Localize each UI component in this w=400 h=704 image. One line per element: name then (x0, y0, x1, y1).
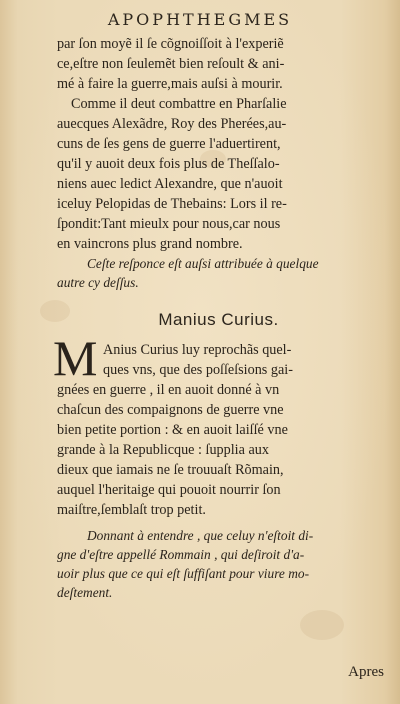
note-line: uoir plus que ce qui eſt ſuffiſant pour viure mo- (57, 566, 310, 581)
text-line: ſpondit:Tant mieulx pour nous,car nous (57, 216, 281, 232)
note-1 (57, 254, 380, 292)
text-line: gnées en guerre , il en auoit donné à vn (57, 382, 280, 398)
running-head: APOPHTHEGMES (107, 10, 293, 29)
note-line: gne d'eſtre appellé Rommain , qui deſiroit d'a- (57, 547, 305, 562)
text-line: iceluy Pelopidas de Thebains: Lors il re- (57, 196, 287, 212)
note-line: deſtement. (57, 585, 113, 600)
text-line: mé à faire la guerre,mais auſsi à mourir. (57, 76, 283, 92)
text-line: cuns de ſes gens de guerre l'aduertirent, (57, 136, 281, 152)
text-line: bien petite portion : & en auoit laiſſé vne (57, 422, 288, 438)
text-line: auecques Alexãdre, Roy des Pherées,au- (57, 116, 287, 132)
note-2 (57, 526, 380, 602)
note-line: Donnant à entendre , que celuy n'eſtoit di- (87, 528, 314, 543)
text-line: auquel l'heritaige qui pouoit nourrir ſon (57, 482, 281, 498)
section-title: Manius Curius. (158, 310, 279, 329)
text-line: en vaincrons plus grand nombre. (57, 236, 243, 252)
paragraph-2 (57, 94, 380, 254)
note-line: autre cy deſſus. (57, 275, 139, 290)
paragraph-1 (57, 34, 380, 94)
text-line: niens auec ledict Alexandre, que n'auoit (57, 176, 283, 192)
text-line: Comme il deut combattre en Pharſalie (71, 96, 287, 112)
paper-stain (300, 610, 344, 640)
text-line: dieux que iamais ne ſe trouuaſt Rõmain, (57, 462, 284, 478)
text-line: chaſcun des compaignons de guerre vne (57, 402, 284, 418)
paragraph-3 (53, 330, 380, 520)
text-line: qu'il y auoit deux fois plus de Theſſalo- (57, 156, 280, 172)
text-line: ce,eſtre non ſeulemẽt bien reſoult & ani- (57, 56, 285, 72)
drop-cap: M (53, 330, 98, 386)
text-line: ques vns, que des poſſeſsions gai- (103, 362, 293, 378)
text-line: maiſtre,ſemblaſt trop petit. (57, 502, 206, 518)
note-line: Ceſte reſponce eſt auſsi attribuée à quelque (87, 256, 319, 271)
text-line: par ſon moyẽ il ſe cõgnoiſſoit à l'experiẽ (57, 36, 284, 52)
catchword: Apres (348, 664, 384, 680)
text-line: Anius Curius luy reprochãs quel- (103, 342, 292, 358)
text-line: grande à la Republicque : ſupplia aux (57, 442, 269, 458)
text-block (53, 34, 380, 602)
